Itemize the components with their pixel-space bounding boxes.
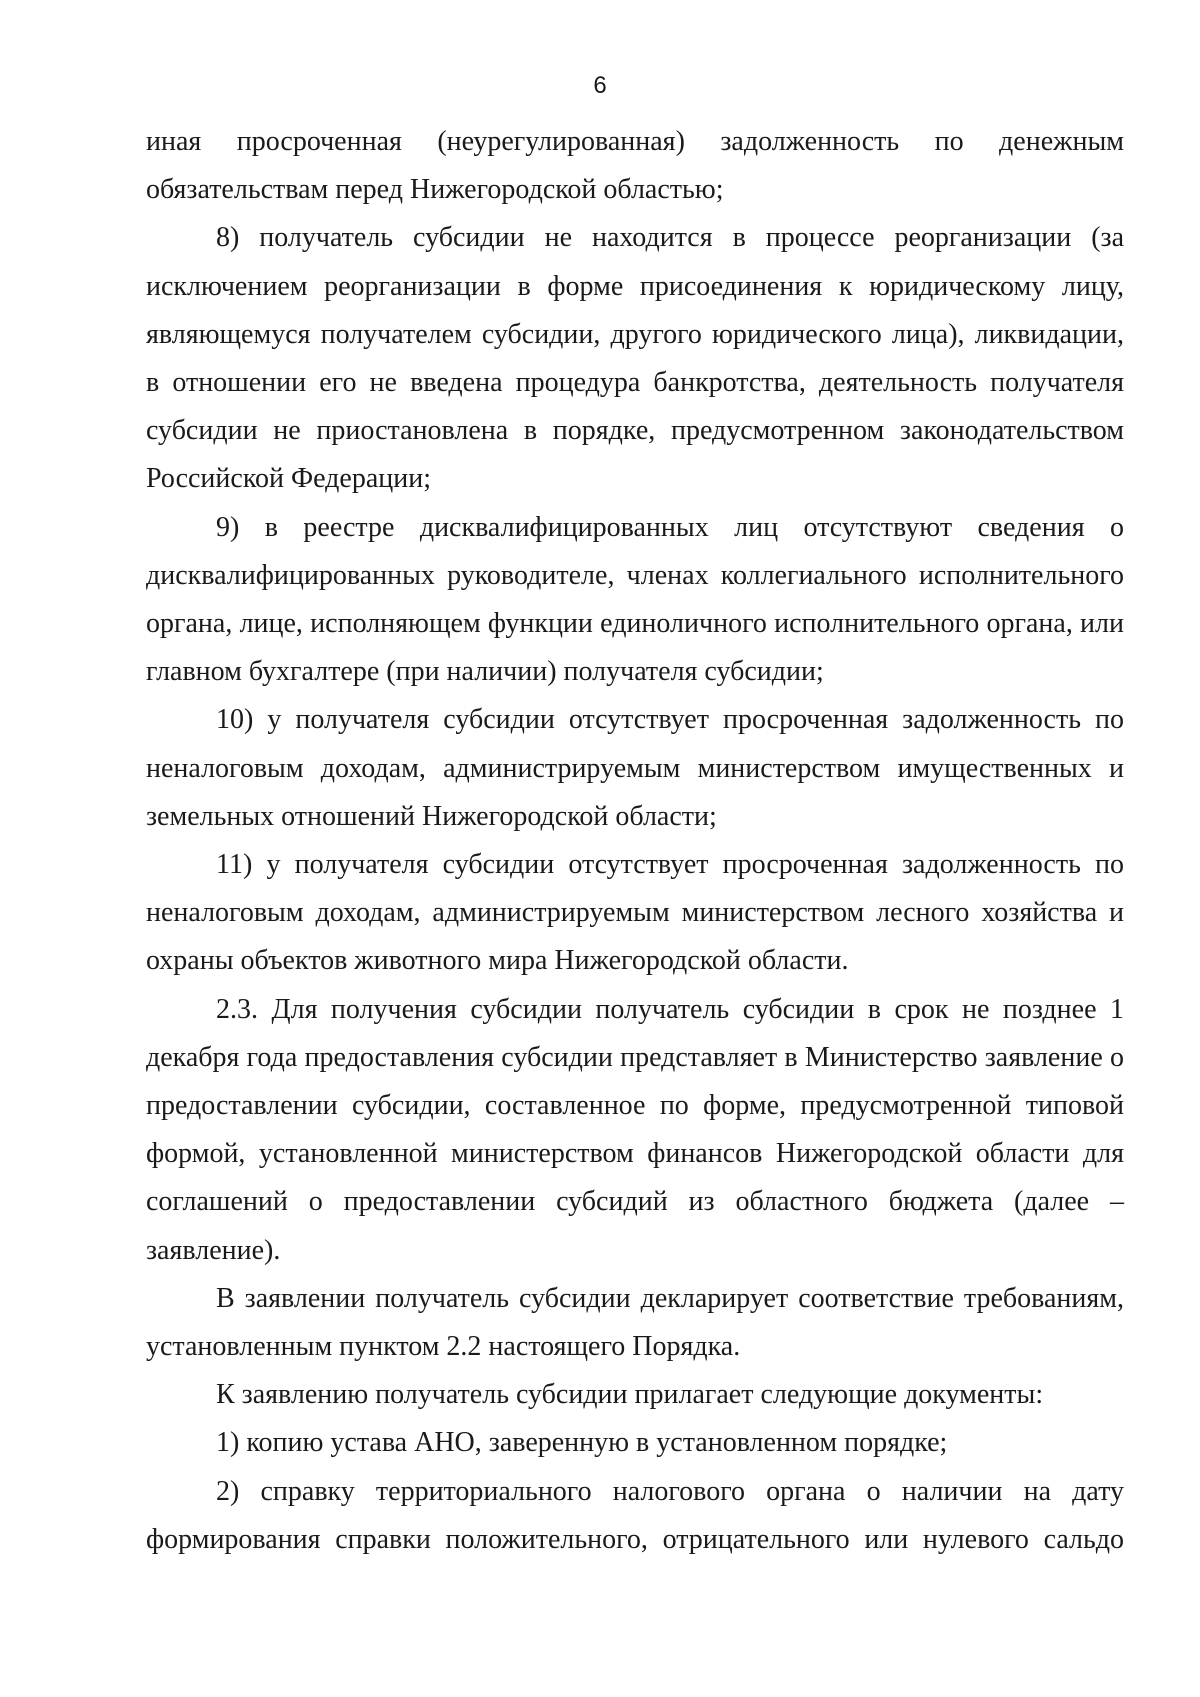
paragraph-item-11: 11) у получателя субсидии отсутствует просроченная задолженность по неналоговым доходам, администрируемым министерством лесного хозяйства и охраны объектов животного мира Нижегородской области. [146,849,1124,977]
paragraph-declaration: В заявлении получатель субсидии декларирует соответствие требованиям, установленным пунктом 2.2 настоящего Порядка. [146,1282,1124,1363]
paragraph-2-3: 2.3. Для получения субсидии получатель субсидии в срок не позднее 1 декабря года предоставления субсидии представляет в Министерство заявление о предоставлении субсидии, составленное по форме, предусмотренной типовой формой, установленной министерством финансов Нижегородской области для соглашений о предоставлении субсидий из областного бюджета (далее – заявление). [146,993,1124,1266]
paragraph-document-2: 2) справку территориального налогового органа о наличии на дату формирования справки положительного, отрицательного или нулевого сальдо [146,1475,1124,1555]
document-body [146,118,1124,1564]
paragraph-document-1: 1) копию устава АНО, заверенную в установленном порядке; [216,1427,948,1459]
paragraph-item-8: 8) получатель субсидии не находится в процессе реорганизации (за исключением реорганизации в форме присоединения к юридическому лицу, являющемуся получателем субсидии, другого юридического лица), ликвидации, в отношении его не введена процедура банкротства, деятельность получателя субсидии не приостановлена в порядке, предусмотренном законодательством Российской Федерации; [146,222,1124,495]
paragraph-debt-continuation: иная просроченная (неурегулированная) задолженность по денежным обязательствам перед Нижегородской областью; [146,126,1124,206]
paragraph-documents-intro: К заявлению получатель субсидии прилагает следующие документы: [216,1379,1044,1411]
paragraph-item-9: 9) в реестре дисквалифицированных лиц отсутствуют сведения о дисквалифицированных руководителе, членах коллегиального исполнительного органа, лице, исполняющем функции единоличного исполнительного органа, или главном бухгалтере (при наличии) получателя субсидии; [146,511,1124,688]
page-number: 6 [593,72,607,99]
paragraph-item-10: 10) у получателя субсидии отсутствует просроченная задолженность по неналоговым доходам, администрируемым министерством имущественных и земельных отношений Нижегородской области; [146,704,1124,832]
